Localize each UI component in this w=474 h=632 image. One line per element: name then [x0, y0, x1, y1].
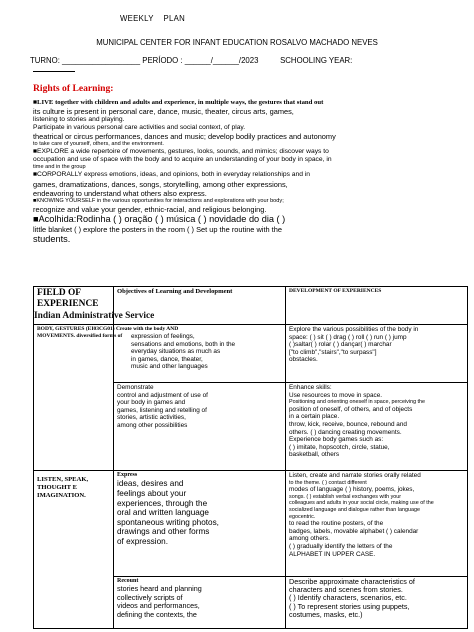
cell-line: badges, labels, movable alphabet ( ) calendar [289, 527, 419, 535]
development-text [289, 578, 464, 619]
cell-line: videos and performances, [117, 601, 200, 611]
rights-title: Rights of Learning: [33, 83, 114, 94]
rights-line: recognize and value your gender, ethnic-racial, and religious belonging. [33, 204, 267, 214]
cell-line: colleagues and adults in your social circle, making use of the [289, 500, 434, 507]
development-cell [286, 325, 468, 383]
cell-line: throw, kick, receive, bounce, rebound and [289, 420, 407, 428]
objectives-heading: Recount [117, 578, 139, 584]
header-development-label: DEVELOPMENT OF EXPERIENCES [289, 288, 382, 294]
cell-line: Experience body games such as: [289, 436, 384, 444]
cell-line: egocentric. [289, 513, 316, 520]
rights-line: games, dramatizations, dances, songs, storytelling, among other expressions, [33, 179, 288, 189]
cell-line: sensations and emotions, both in the [131, 340, 236, 348]
objectives-text [117, 384, 282, 430]
cell-line: Positioning and orienting oneself in space, perceiving the [289, 399, 426, 406]
cell-line: to read the routine posters, of the [289, 520, 384, 528]
objectives-cell [114, 577, 286, 629]
rights-line: ■Acolhida:Rodinha ( ) oração ( ) música ( ) novidade do dia ( ) [33, 213, 286, 224]
rights-line: theatrical or circus performances, dances and music; develop bodily practices and autonomy [33, 132, 336, 142]
cell-line: ( ) imitate, hopscotch, circle, statue, [289, 443, 390, 451]
rights-line: ■KNOWING YOURSELF in the various opportunities for interactions and explorations with your body; [33, 197, 284, 204]
objectives-heading: Express [117, 472, 138, 478]
objectives-text [117, 585, 282, 619]
cell-line: ["to climb","stairs","to surpass"] [289, 348, 377, 356]
cell-line: control and adjustment of use of [117, 391, 208, 399]
cell-line: costumes, masks, etc.) [289, 609, 363, 619]
cell-line: games, listening and retelling of [117, 406, 207, 414]
rights-line: ■EXPLORE a wide repertoire of movements, gestures, looks, sounds, and mimics; discover ways to [33, 148, 329, 156]
header-field-label: FIELD OF EXPERIENCE [37, 288, 99, 309]
cell-line: space: ( ) sit ( ) drag ( ) roll ( ) run ( ) jump [289, 333, 407, 341]
cell-line: characters and scenes from stories. [289, 585, 403, 595]
cell-line: Use resources to move in space. [289, 391, 383, 399]
header-overlay-label: Indian Administrative Service [34, 311, 155, 321]
cell-line: basketball, others [289, 451, 340, 459]
category-label: BODY, GESTURES (EI03CG01) Create with the body AND MOVEMENTS. diversified forms of [37, 326, 179, 339]
header-objectives-label: Objectives of Learning and Development [117, 288, 233, 295]
blank-line [33, 70, 75, 72]
fields-line: TURNO: __________________ PERÍODO : ______/______/2023 SCHOOLING YEAR: [30, 56, 353, 65]
cell-line: ( ) gradually identify the letters of the [289, 542, 393, 550]
cell-line: modes of language ( ) history, poems, jokes, [289, 486, 415, 494]
cell-line: socialized language and dialogue rather than language [289, 506, 420, 513]
cell-line: Listen, create and narrate stories orally related [289, 472, 421, 479]
development-text [289, 384, 464, 459]
cell-line: songs. ( ) establish verbal exchanges with your [289, 493, 402, 500]
rights-line: Participate in various personal care activities and social context, of play. [33, 124, 246, 132]
rights-line: its culture is present in personal care, dance, music, theater, circus arts, games, [33, 107, 294, 117]
cell-line: in a certain place. [289, 413, 340, 421]
table-header-row [34, 287, 468, 325]
experience-table [33, 286, 468, 629]
cell-line: among others. [289, 535, 330, 543]
cell-line: stories heard and planning [117, 584, 202, 594]
cell-line: stories, artistic activities, [117, 414, 186, 422]
development-cell [286, 577, 468, 629]
cell-line: ( )saltar( ) rolar ( ) dançar( ) marchar [289, 341, 392, 349]
cell-line: in games, dance, theater, [131, 355, 203, 363]
objectives-cell [114, 471, 286, 577]
cell-line: Explore the various possibilities of the body in [289, 326, 419, 333]
cell-line: music and other languages [131, 363, 208, 371]
cell-line: everyday situations as much as [131, 348, 221, 356]
development-text [289, 472, 464, 558]
rights-list [33, 99, 445, 245]
institution-name: MUNICIPAL CENTER FOR INFANT EDUCATION ROSALVO MACHADO NEVES [96, 38, 378, 47]
plan-title: WEEKLY PLAN [120, 14, 186, 23]
objectives-text [117, 479, 282, 546]
cell-line: collectively scripts of [117, 592, 183, 602]
rights-line: endeavoring to understand what others also express. [33, 188, 207, 198]
table-row [34, 471, 468, 577]
development-cell [286, 471, 468, 577]
cell-line: oral and written language [117, 508, 209, 518]
cell-line: ideas, desires and [117, 479, 184, 489]
cell-line: obstacles. [289, 356, 318, 364]
rights-line: students. [33, 233, 71, 244]
cell-line: among other possibilities [117, 421, 188, 429]
cell-line: ( ) To represent stories using puppets, [289, 601, 410, 611]
rights-line: little blanket ( ) explore the posters in the room ( ) Set up the routine with the [33, 224, 282, 234]
rights-line: ■CORPORALLY express emotions, ideas, and opinions, both in everyday relationships and in [33, 171, 311, 179]
cell-line: Enhance skills: [289, 384, 332, 391]
development-text [289, 326, 464, 364]
cell-line: experiences, through the [117, 498, 208, 508]
cell-line: others. ( ) dancing creating movements. [289, 428, 402, 436]
cell-line: of expression. [117, 536, 168, 546]
cell-line: drawings and other forms [117, 527, 210, 537]
category-cell [34, 471, 114, 629]
cell-line: position of oneself, of others, and of objects [289, 405, 413, 413]
table-row [34, 325, 468, 383]
rights-line: occupation and use of space with the body and to acquire an understanding of your body in space, in [33, 156, 332, 164]
cell-line: Demonstrate [117, 384, 154, 391]
cell-line: Describe approximate characteristics of [289, 577, 415, 586]
cell-line: spontaneous writing photos, [117, 517, 219, 527]
cell-line: expression of feelings, [131, 333, 195, 340]
objectives-cell [114, 383, 286, 471]
cell-line: defining the contexts, the [117, 609, 197, 619]
rights-line: listening to stories and playing. [33, 116, 125, 124]
cell-line: ALPHABET IN UPPER CASE. [289, 550, 376, 558]
development-cell [286, 383, 468, 471]
header-development [286, 287, 468, 325]
cell-line: your body in games and [117, 399, 186, 407]
cell-line: to the theme. ( ) contact different [289, 479, 367, 486]
rights-line: ■LIVE together with children and adults and experience, in multiple ways, the gestures that stand out [33, 99, 324, 106]
cell-line: feelings about your [117, 489, 187, 498]
cell-line: ( ) Identify characters, scenarios, etc. [289, 593, 407, 603]
rights-line: to take care of yourself, others, and the environment. [33, 141, 164, 148]
rights-line: time and in the group [33, 164, 86, 171]
category-label: LISTEN, SPEAK, THOUGHT E IMAGINATION. [37, 476, 89, 500]
